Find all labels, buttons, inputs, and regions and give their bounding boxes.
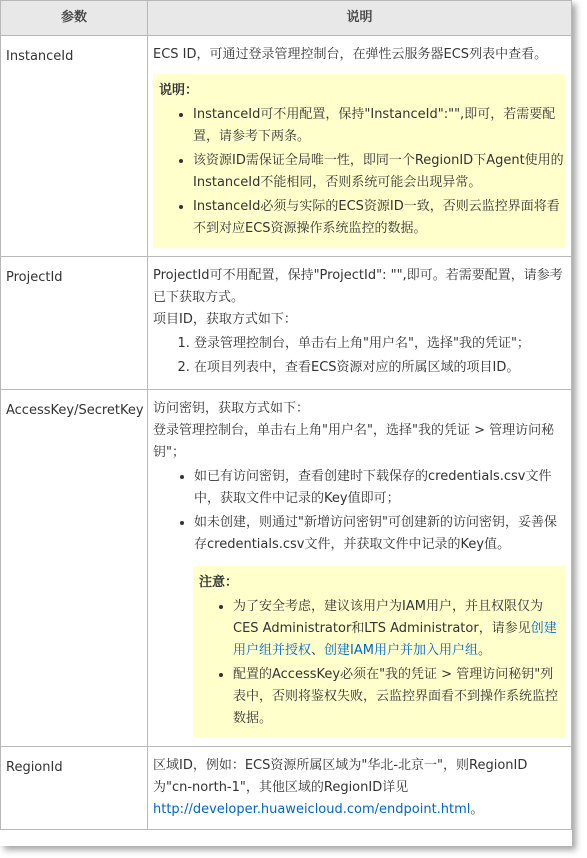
param-desc bbox=[148, 36, 572, 257]
table-row bbox=[1, 257, 572, 390]
list-item: • 如已有访问密钥，查看创建时下载保存的credentials.csv文件中，获取文件中记录的Key值即可； bbox=[194, 466, 565, 510]
desc-text bbox=[153, 755, 565, 821]
param-desc bbox=[148, 747, 572, 830]
table-row bbox=[1, 36, 572, 257]
note-item: • InstanceId可不用配置，保持"InstanceId":"",即可，若需要配置，请参考下两条。 bbox=[193, 104, 565, 148]
caution-item: • 配置的AccessKey必须在"我的凭证 > 管理访问秘钥"列表中，否则将鉴权失败，云监控界面看不到操作系统监控数据。 bbox=[233, 664, 565, 730]
separator: 、 bbox=[311, 643, 325, 658]
endpoint-link[interactable]: http://developer.huaweicloud.com/endpoint.html bbox=[153, 802, 471, 817]
table-row bbox=[1, 747, 572, 830]
caution-text: 为了安全考虑，建议该用户为IAM用户，并且权限仅为CES Administrator和LTS Administrator，请参见 bbox=[233, 599, 543, 636]
caution-box bbox=[193, 566, 565, 738]
bullet-list bbox=[153, 466, 565, 556]
region-text: 区域ID，例如：ECS资源所属区域为"华北-北京一"，则RegionID为"cn-north-1"，其他区域的RegionID详见 bbox=[153, 758, 528, 795]
note-item: • 该资源ID需保证全局唯一性，即同一个RegionID下Agent使用的InstanceId不能相同，否则系统可能会出现异常。 bbox=[193, 150, 565, 194]
desc-text: ProjectId可不用配置，保持"ProjectId": "",即可。若需要配置，请参考已下获取方式。 bbox=[153, 268, 563, 305]
param-name: RegionId bbox=[1, 747, 148, 830]
table-header-row bbox=[1, 1, 572, 36]
param-name: AccessKey/SecretKey bbox=[1, 390, 148, 747]
step-item: 2. 在项目列表中，查看ECS资源对应的所属区域的项目ID。 bbox=[194, 357, 565, 379]
caution-text-end: 。 bbox=[477, 643, 491, 658]
desc-text: ECS ID，可通过登录管理控制台，在弹性云服务器ECS列表中查看。 bbox=[153, 47, 548, 62]
create-user-group-link[interactable]: 创建用户组并授权 bbox=[233, 621, 557, 658]
step-item: 1. 登录管理控制台，单击右上角"用户名"，选择"我的凭证"； bbox=[194, 333, 565, 355]
desc-text: 访问密钥，获取方式如下： bbox=[153, 401, 310, 416]
steps-list bbox=[153, 333, 565, 379]
header-desc: 说明 bbox=[148, 1, 572, 36]
desc-text: 登录管理控制台，单击右上角"用户名"，选择"我的凭证 > 管理访问秘钥"； bbox=[153, 423, 555, 460]
note-title: 说明： bbox=[159, 83, 199, 98]
desc-text: 项目ID，获取方式如下： bbox=[153, 312, 297, 327]
table-row bbox=[1, 390, 572, 747]
param-name: InstanceId bbox=[1, 36, 148, 257]
note-item: • InstanceId必须与实际的ECS资源ID一致，否则云监控界面将看不到对应ECS资源操作系统监控的数据。 bbox=[193, 196, 565, 240]
region-text-end: 。 bbox=[470, 802, 484, 817]
list-item: • 如未创建，则通过"新增访问密钥"可创建新的访问密钥，妥善保存credentials.csv文件，并获取文件中记录的Key值。 bbox=[194, 512, 565, 556]
caution-list bbox=[199, 596, 565, 730]
header-param: 参数 bbox=[1, 1, 148, 36]
note-box bbox=[153, 74, 565, 248]
caution-item bbox=[233, 596, 565, 662]
note-list bbox=[159, 104, 565, 240]
param-desc bbox=[148, 257, 572, 390]
param-desc bbox=[148, 390, 572, 747]
caution-title: 注意： bbox=[199, 575, 239, 590]
create-iam-user-link[interactable]: 创建IAM用户并加入用户组 bbox=[324, 643, 478, 658]
param-name: ProjectId bbox=[1, 257, 148, 390]
